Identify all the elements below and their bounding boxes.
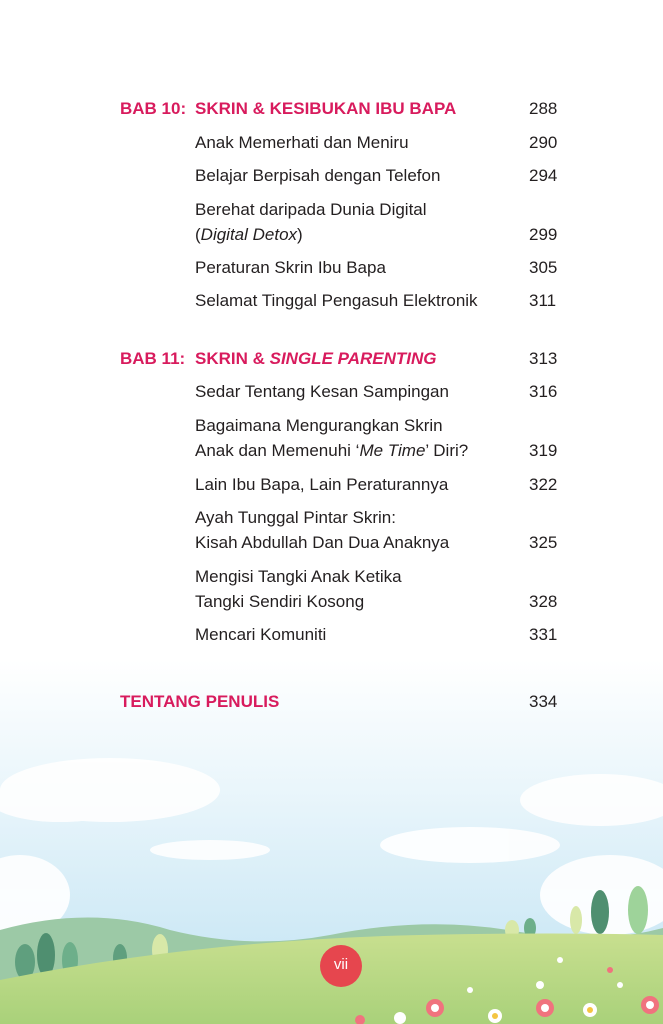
toc-entry-line2[interactable]: (Digital Detox) — [195, 225, 303, 244]
entry-page: 311 — [529, 291, 557, 310]
toc-entry[interactable]: Selamat Tinggal Pengasuh Elektronik — [195, 291, 478, 310]
entry-page: 331 — [529, 625, 558, 644]
entry-page: 319 — [529, 441, 558, 460]
toc-entry[interactable]: Anak Memerhati dan Meniru — [195, 133, 409, 152]
toc-entry-line2[interactable]: Tangki Sendiri Kosong — [195, 592, 365, 611]
chapter-page: 313 — [529, 349, 558, 368]
toc-entry[interactable]: Peraturan Skrin Ibu Bapa — [195, 258, 386, 277]
about-author-page: 334 — [529, 692, 558, 711]
chapter-label: BAB 10: — [120, 99, 187, 118]
entry-page: 305 — [529, 258, 558, 277]
toc-entry[interactable]: Mengisi Tangki Anak Ketika — [195, 567, 402, 586]
chapter-heading[interactable] — [120, 346, 437, 371]
chapter-label: BAB 11: — [120, 349, 186, 368]
toc-entry[interactable]: Belajar Berpisah dengan Telefon — [195, 166, 441, 185]
entry-page: 322 — [529, 475, 558, 494]
entry-page: 328 — [529, 592, 558, 611]
toc-entry[interactable]: Berehat daripada Dunia Digital — [195, 200, 427, 219]
page-number-badge: vii — [320, 945, 362, 987]
toc-entry[interactable]: Ayah Tunggal Pintar Skrin: — [195, 508, 396, 527]
entry-page: 316 — [529, 382, 558, 401]
toc-entry-line2[interactable]: Kisah Abdullah Dan Dua Anaknya — [195, 533, 450, 552]
chapter-title: SKRIN & KESIBUKAN IBU BAPA — [195, 99, 457, 118]
toc-entry-line2[interactable]: Anak dan Memenuhi ‘Me Time’ Diri? — [195, 441, 469, 460]
chapter-heading[interactable] — [120, 96, 457, 121]
toc-entry[interactable]: Bagaimana Mengurangkan Skrin — [195, 416, 443, 435]
chapter-page: 288 — [529, 99, 558, 118]
toc-entry[interactable]: Lain Ibu Bapa, Lain Peraturannya — [195, 475, 449, 494]
about-author-heading[interactable]: TENTANG PENULIS — [120, 692, 280, 711]
entry-page: 325 — [529, 533, 558, 552]
toc-entry[interactable]: Mencari Komuniti — [195, 625, 327, 644]
entry-page: 290 — [529, 133, 558, 152]
entry-page: 299 — [529, 225, 558, 244]
chapter-title: SKRIN & SINGLE PARENTING — [195, 349, 437, 368]
entry-page: 294 — [529, 166, 558, 185]
toc-entry[interactable]: Sedar Tentang Kesan Sampingan — [195, 382, 449, 401]
